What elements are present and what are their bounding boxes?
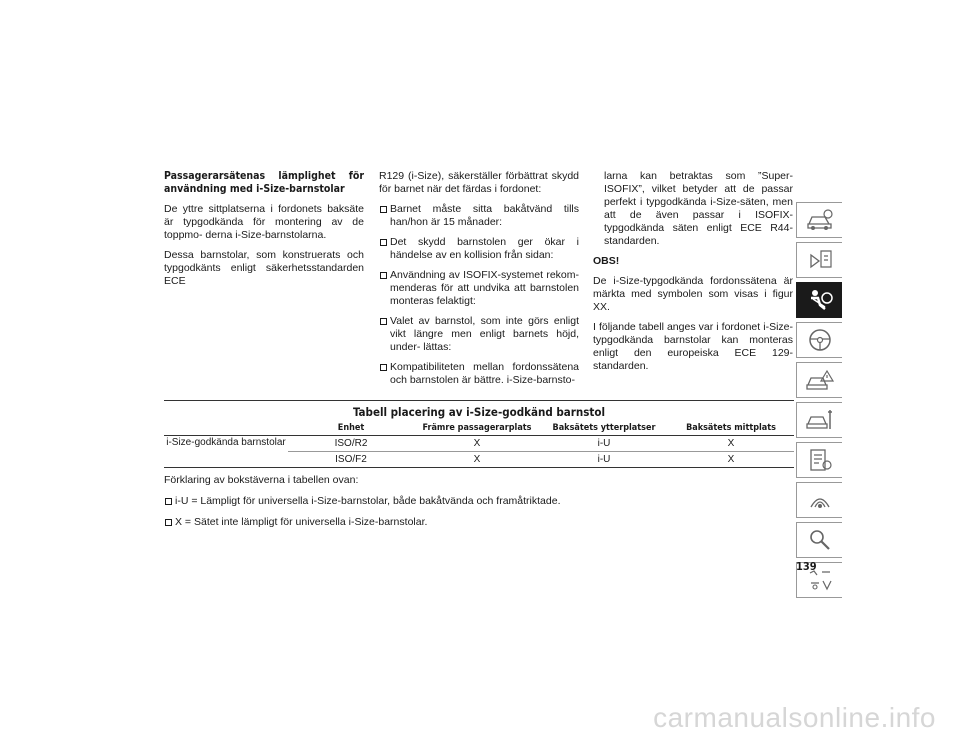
index-search-icon	[805, 527, 835, 553]
paragraph: I följande tabell anges var i fordonet i-Size-typgodkända barnstolar kan monteras enligt den europeiska ECE 129-standarden.	[593, 321, 793, 372]
emergency-car-icon	[805, 367, 835, 393]
column-1	[164, 170, 364, 295]
column-2	[379, 170, 579, 394]
note-title: OBS!	[593, 255, 620, 267]
paragraph: De yttre sittplatserna i fordonets baksäte är typgodkända för montering av de toppmo- derna i-Size-barnstolarna.	[164, 203, 364, 241]
legend-item: i-U = Lämpligt för universella i-Size-barnstolar, både bakåtvända och framåtriktade.	[164, 495, 794, 508]
table-row-header: i-Size-godkända barnstolar	[164, 436, 288, 468]
bullet-continuation: larna kan betraktas som ”Super-ISOFIX”, vilket betyder att de passar perfekt i typgodkända i-Size-säten, men att de även passar i ISOFIX-typgodkända säten enligt ECE R44-standarden.	[604, 170, 793, 247]
table-cell: i-U	[540, 436, 668, 452]
tab-multimedia[interactable]	[796, 482, 842, 518]
table-header: Främre passagerarplats	[414, 421, 540, 436]
service-car-icon	[805, 407, 835, 433]
tab-warning-lights[interactable]	[796, 242, 842, 278]
column-3	[593, 170, 793, 380]
specifications-icon	[805, 447, 835, 473]
bullet-item: Valet av barnstol, som inte görs enligt vikt längre men enligt barnets höjd, under- lättas:	[379, 315, 579, 354]
table-legend	[164, 474, 794, 537]
section-heading: Passagerarsätenas lämplighet för användning med i-Size-barnstolar	[164, 170, 364, 195]
tab-driving[interactable]	[796, 322, 842, 358]
tab-car-info[interactable]	[796, 202, 842, 238]
tab-index[interactable]	[796, 522, 842, 558]
tab-specifications[interactable]	[796, 442, 842, 478]
isize-placement-table	[164, 400, 794, 468]
watermark: carmanualsonline.info	[653, 702, 936, 733]
legend-item: X = Sätet inte lämpligt för universella i-Size-barnstolar.	[164, 516, 794, 529]
table-header-empty	[164, 421, 288, 436]
legend-intro: Förklaring av bokstäverna i tabellen ovan:	[164, 474, 359, 486]
table-cell: X	[414, 452, 540, 468]
table-header: Baksätets mittplats	[668, 421, 794, 436]
table-cell: ISO/F2	[288, 452, 414, 468]
table-cell: X	[668, 436, 794, 452]
page-number: 139	[796, 560, 817, 573]
table-cell: X	[668, 452, 794, 468]
tab-emergency[interactable]	[796, 362, 842, 398]
multimedia-icon	[805, 487, 835, 513]
bullet-item: Användning av ISOFIX-systemet rekom- menderas för att undvika att barnstolen monteras felaktigt:	[379, 269, 579, 308]
note-text: De i-Size-typgodkända fordonssätena är märkta med symbolen som visas i figur XX.	[593, 275, 793, 313]
bullet-item: Barnet måste sitta bakåtvänd tills han/hon är 15 månader:	[379, 203, 579, 229]
steering-wheel-icon	[805, 327, 835, 353]
table-caption: Tabell placering av i-Size-godkänd barnstol	[164, 401, 794, 422]
bullet-item: Det skydd barnstolen ger ökar i händelse av en kollision från sidan:	[379, 236, 579, 262]
safety-airbag-icon	[805, 287, 835, 313]
table-cell: i-U	[540, 452, 668, 468]
table-header: Baksätets ytterplatser	[540, 421, 668, 436]
table-header: Enhet	[288, 421, 414, 436]
table-cell: X	[414, 436, 540, 452]
chapter-sidebar	[796, 202, 842, 602]
table-cell: ISO/R2	[288, 436, 414, 452]
car-info-icon	[805, 207, 835, 233]
warning-lights-icon	[805, 247, 835, 273]
paragraph: Dessa barnstolar, som konstruerats och typgodkänts enligt säkerhetsstandarden ECE	[164, 249, 364, 287]
tab-service[interactable]	[796, 402, 842, 438]
bullet-item: Kompatibiliteten mellan fordonssätena och barnstolen är bättre. i-Size-barnsto-	[379, 361, 579, 387]
tab-safety[interactable]	[796, 282, 842, 318]
table-row	[164, 436, 794, 452]
paragraph: R129 (i-Size), säkerställer förbättrat skydd för barnet när det färdas i fordonet:	[379, 170, 579, 195]
